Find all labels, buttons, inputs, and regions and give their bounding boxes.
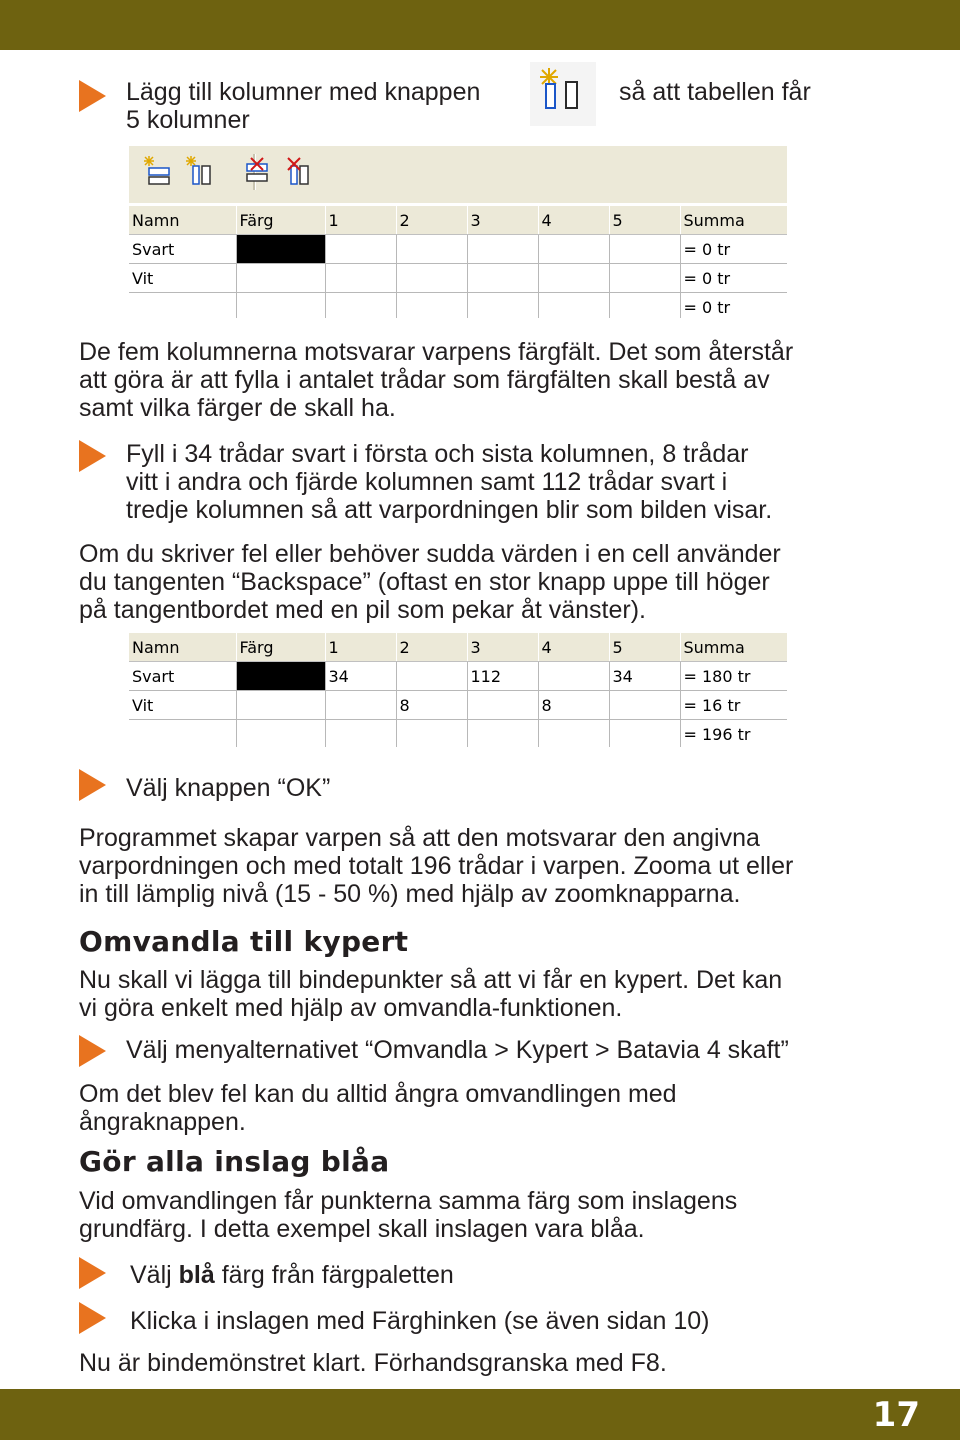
table-cell[interactable]: 34 (609, 662, 680, 691)
table-cell[interactable] (129, 720, 236, 748)
table-toolbar (129, 146, 787, 203)
table-cell[interactable] (325, 293, 396, 319)
table-cell[interactable]: Vit (129, 264, 236, 293)
para-columns-line2: att göra är att fylla i antalet trådar som färgfälten skall bestå av (79, 366, 770, 394)
table-cell[interactable] (325, 720, 396, 748)
page-number: 17 (872, 1395, 920, 1435)
table-cell[interactable]: = 0 tr (680, 264, 787, 293)
add-column-icon (530, 62, 596, 126)
varp-table (129, 206, 787, 318)
table-row (129, 720, 787, 748)
table-cell[interactable] (609, 720, 680, 748)
table-row (129, 264, 787, 293)
para-grundfarg-line1: Vid omvandlingen får punkterna samma färg som inslagens (79, 1187, 738, 1215)
table-cell[interactable]: 112 (467, 662, 538, 691)
delete-column-icon[interactable] (285, 154, 315, 186)
step-add-columns-after-icon: så att tabellen får (619, 78, 811, 106)
para-grundfarg-line2: grundfärg. I detta exempel skall inslagen vara blåa. (79, 1215, 645, 1243)
para-backspace-line1: Om du skriver fel eller behöver sudda värden i en cell använder (79, 540, 781, 568)
bullet-arrow-icon (79, 80, 106, 112)
column-header: 3 (467, 206, 538, 235)
column-header: 3 (467, 633, 538, 662)
step-paint-bucket: Klicka i inslagen med Färghinken (se även sidan 10) (130, 1307, 710, 1335)
para-preview: Nu är bindemönstret klart. Förhandsgranska med F8. (79, 1349, 667, 1377)
step-fill-threads-line2: vitt i andra och fjärde kolumnen samt 112 trådar svart i (126, 468, 728, 496)
step-fill-threads-line3: tredje kolumnen så att varpordningen blir som bilden visar. (126, 496, 773, 524)
para-backspace-line3: på tangentbordet med en pil som pekar åt vänster). (79, 596, 646, 624)
step-ok-button: Välj knappen “OK” (126, 774, 331, 802)
table-cell[interactable] (538, 720, 609, 748)
table-screenshot-empty (129, 146, 787, 318)
bullet-arrow-icon (79, 440, 106, 472)
bullet-arrow-icon (79, 769, 106, 801)
step-fill-threads-line1: Fyll i 34 trådar svart i första och sista kolumnen, 8 trådar (126, 440, 749, 468)
color-cell[interactable] (236, 662, 325, 691)
table-cell[interactable]: = 196 tr (680, 720, 787, 748)
table-row (129, 235, 787, 264)
step-choose-blue: Välj blå färg från färgpaletten (130, 1261, 454, 1289)
column-header: 1 (325, 633, 396, 662)
column-header: 4 (538, 206, 609, 235)
table-cell[interactable] (396, 293, 467, 319)
para-bindepunkter-line1: Nu skall vi lägga till bindepunkter så att vi får en kypert. Det kan (79, 966, 783, 994)
table-cell[interactable] (467, 720, 538, 748)
color-cell[interactable] (236, 293, 325, 319)
table-cell[interactable] (467, 264, 538, 293)
para-program-line1: Programmet skapar varpen så att den motsvarar den angivna (79, 824, 760, 852)
column-header: 1 (325, 206, 396, 235)
column-header: Namn (129, 206, 236, 235)
color-cell[interactable] (236, 691, 325, 720)
heading-omvandla: Omvandla till kypert (79, 925, 409, 958)
step-add-columns-line1: Lägg till kolumner med knappen (126, 78, 481, 106)
bullet-arrow-icon (79, 1302, 106, 1334)
table-cell[interactable]: 8 (538, 691, 609, 720)
varp-table-filled (129, 633, 787, 747)
table-cell[interactable] (609, 235, 680, 264)
column-header: 2 (396, 206, 467, 235)
color-cell[interactable] (236, 720, 325, 748)
add-row-icon[interactable] (143, 154, 173, 186)
column-header: 2 (396, 633, 467, 662)
table-cell[interactable] (538, 264, 609, 293)
add-column-icon[interactable] (185, 154, 215, 186)
table-cell[interactable] (538, 662, 609, 691)
table-cell[interactable] (396, 662, 467, 691)
blue-word: blå (178, 1261, 215, 1289)
table-row (129, 662, 787, 691)
table-cell[interactable] (609, 691, 680, 720)
table-cell[interactable]: 34 (325, 662, 396, 691)
para-backspace-line2: du tangenten “Backspace” (oftast en stor knapp uppe till höger (79, 568, 770, 596)
table-cell[interactable] (325, 691, 396, 720)
delete-row-icon[interactable] (243, 154, 273, 186)
table-cell[interactable] (325, 264, 396, 293)
table-cell[interactable] (609, 293, 680, 319)
para-undo-line1: Om det blev fel kan du alltid ångra omvandlingen med (79, 1080, 677, 1108)
table-cell[interactable] (396, 235, 467, 264)
column-header: 4 (538, 633, 609, 662)
column-header: Namn (129, 633, 236, 662)
table-cell[interactable]: Vit (129, 691, 236, 720)
para-columns-line3: samt vilka färger de skall ha. (79, 394, 396, 422)
table-cell[interactable] (129, 293, 236, 319)
table-cell[interactable]: Svart (129, 662, 236, 691)
step-menu-omvandla: Välj menyalternativet “Omvandla > Kypert > Batavia 4 skaft” (126, 1036, 789, 1064)
table-header-row (129, 206, 787, 235)
table-cell[interactable]: = 0 tr (680, 235, 787, 264)
table-cell[interactable]: = 180 tr (680, 662, 787, 691)
column-header: Färg (236, 206, 325, 235)
table-cell[interactable]: Svart (129, 235, 236, 264)
table-row (129, 691, 787, 720)
table-cell[interactable] (467, 293, 538, 319)
para-program-line2: varpordningen och med totalt 196 trådar i varpen. Zooma ut eller (79, 852, 794, 880)
table-header-row (129, 633, 787, 662)
column-header: 5 (609, 206, 680, 235)
column-header: Färg (236, 633, 325, 662)
table-cell[interactable] (538, 235, 609, 264)
table-cell[interactable] (467, 691, 538, 720)
table-screenshot-filled (129, 633, 787, 747)
table-cell[interactable] (396, 264, 467, 293)
color-cell[interactable] (236, 264, 325, 293)
color-cell[interactable] (236, 235, 325, 264)
step-add-columns-line2: 5 kolumner (126, 106, 250, 134)
para-undo-line2: ångraknappen. (79, 1108, 246, 1136)
table-cell[interactable]: = 16 tr (680, 691, 787, 720)
table-row (129, 293, 787, 319)
para-bindepunkter-line2: vi göra enkelt med hjälp av omvandla-funktionen. (79, 994, 623, 1022)
table-cell[interactable] (396, 720, 467, 748)
table-cell[interactable] (467, 235, 538, 264)
para-program-line3: in till lämplig nivå (15 - 50 %) med hjälp av zoomknapparna. (79, 880, 741, 908)
bullet-arrow-icon (79, 1257, 106, 1289)
table-cell[interactable] (325, 235, 396, 264)
bullet-arrow-icon (79, 1035, 106, 1067)
table-cell[interactable]: = 0 tr (680, 293, 787, 319)
bottom-band (0, 1389, 960, 1440)
top-band (0, 0, 960, 50)
column-header: Summa (680, 206, 787, 235)
table-cell[interactable] (609, 264, 680, 293)
table-cell[interactable] (538, 293, 609, 319)
para-columns-line1: De fem kolumnerna motsvarar varpens färgfält. Det som återstår (79, 338, 794, 366)
column-header: 5 (609, 633, 680, 662)
column-header: Summa (680, 633, 787, 662)
table-cell[interactable]: 8 (396, 691, 467, 720)
heading-bla-inslag: Gör alla inslag blåa (79, 1145, 390, 1178)
